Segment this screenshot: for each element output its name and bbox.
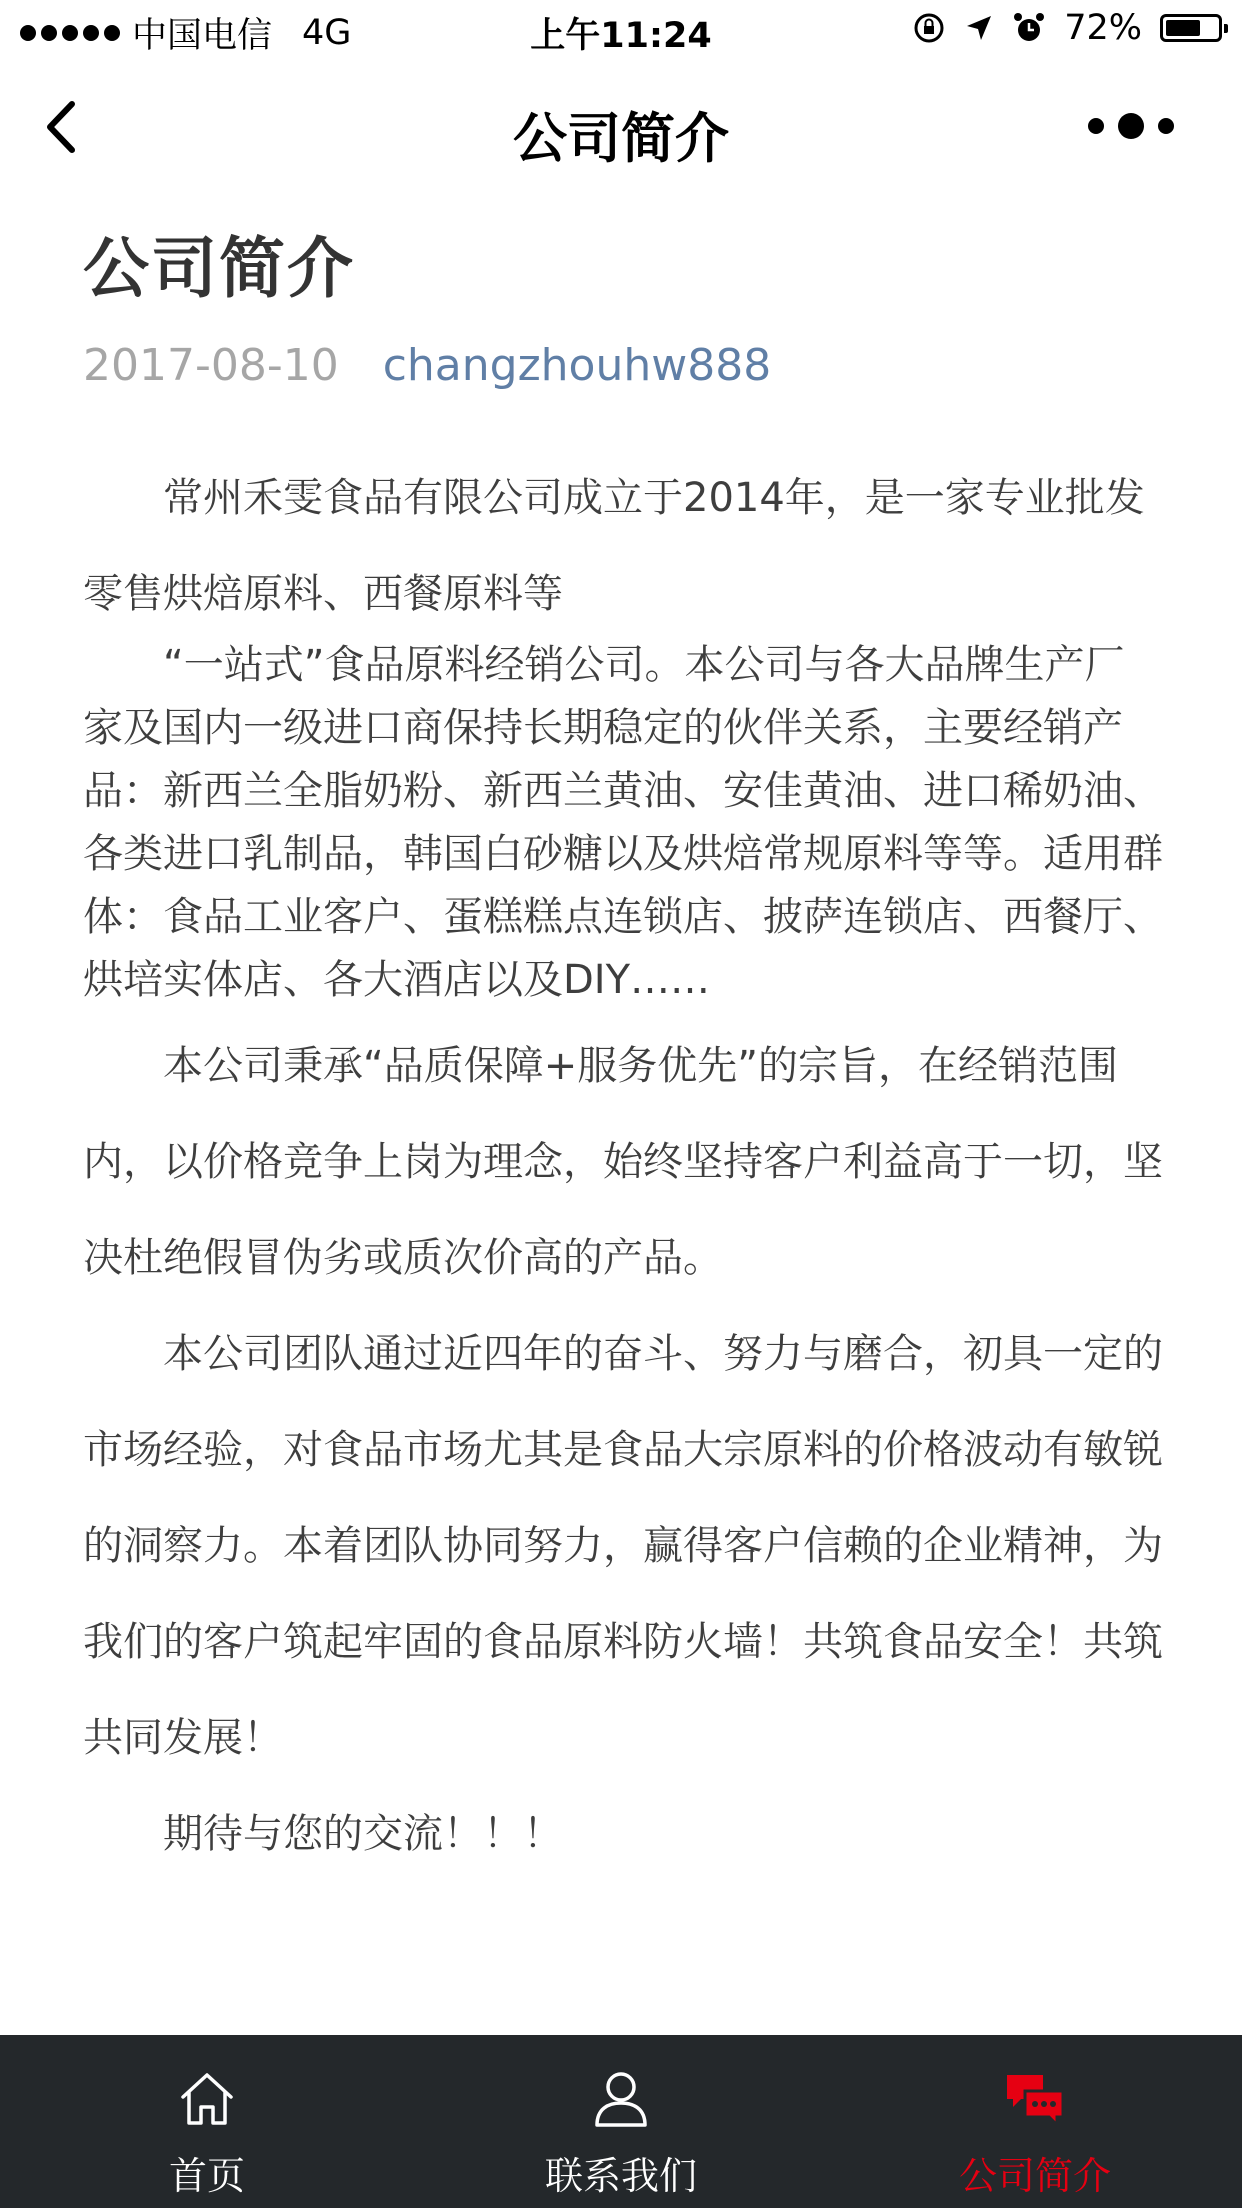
article-date: 2017-08-10: [83, 340, 339, 391]
tab-label: 公司简介: [958, 2154, 1111, 2198]
rotation-lock-icon: [912, 11, 946, 45]
chat-bubbles-icon: [1003, 2067, 1067, 2131]
alarm-icon: [1012, 11, 1046, 45]
tab-company-profile[interactable]: [828, 2035, 1242, 2208]
user-icon: [589, 2067, 653, 2131]
tab-label: 首页: [168, 2154, 245, 2198]
tab-home[interactable]: [0, 2035, 414, 2208]
article-meta: [83, 340, 771, 391]
carrier-name: 中国电信: [132, 16, 273, 56]
article-content: [83, 450, 1163, 1882]
article-paragraph: 常州禾雯食品有限公司成立于2014年，是一家专业批发零售烘焙原料、西餐原料等: [83, 475, 1145, 617]
battery-icon: [1160, 14, 1222, 42]
article-paragraph: “一站式”食品原料经销公司。本公司与各大品牌生产厂家及国内一级进口商保持长期稳定的伙伴关系，主要经销产品：新西兰全脂奶粉、新西兰黄油、安佳黄油、进口稀奶油、各类进口乳制品，韩国白砂糖以及烘焙常规原料等等。适用群体：食品工业客户、蛋糕糕点连锁店、披萨连锁店、西餐厅、烘培实体店、各大酒店以及DIY……: [83, 642, 1163, 1003]
status-right: [912, 8, 1222, 48]
article-paragraph: 本公司秉承“品质保障+服务优先”的宗旨，在经销范围内，以价格竞争上岗为理念，始终坚持客户利益高于一切，坚决杜绝假冒伪劣或质次价高的产品。: [83, 1043, 1163, 1281]
navigation-bar: [0, 62, 1242, 192]
tab-contact[interactable]: [414, 2035, 828, 2208]
article-paragraph: 期待与您的交流！！！: [163, 1811, 563, 1857]
status-bar: [0, 0, 1242, 62]
battery-percent: 72%: [1064, 8, 1142, 48]
tab-bar: [0, 2035, 1242, 2208]
article-paragraph: 本公司团队通过近四年的奋斗、努力与磨合，初具一定的市场经验，对食品市场尤其是食品大宗原料的价格波动有敏锐的洞察力。本着团队协同努力，赢得客户信赖的企业精神，为我们的客户筑起牢固的食品原料防火墙！共筑食品安全！共筑共同发展！: [83, 1331, 1163, 1761]
tab-label: 联系我们: [544, 2154, 697, 2198]
status-time: 上午11:24: [530, 16, 712, 56]
more-dots-icon[interactable]: [1082, 110, 1192, 142]
network-type: 4G: [302, 13, 352, 53]
location-arrow-icon: [964, 13, 994, 43]
article-author-link[interactable]: changzhouhw888: [382, 340, 772, 391]
article-title: 公司简介: [83, 230, 355, 307]
home-icon: [175, 2067, 239, 2131]
nav-title: 公司简介: [513, 107, 729, 170]
